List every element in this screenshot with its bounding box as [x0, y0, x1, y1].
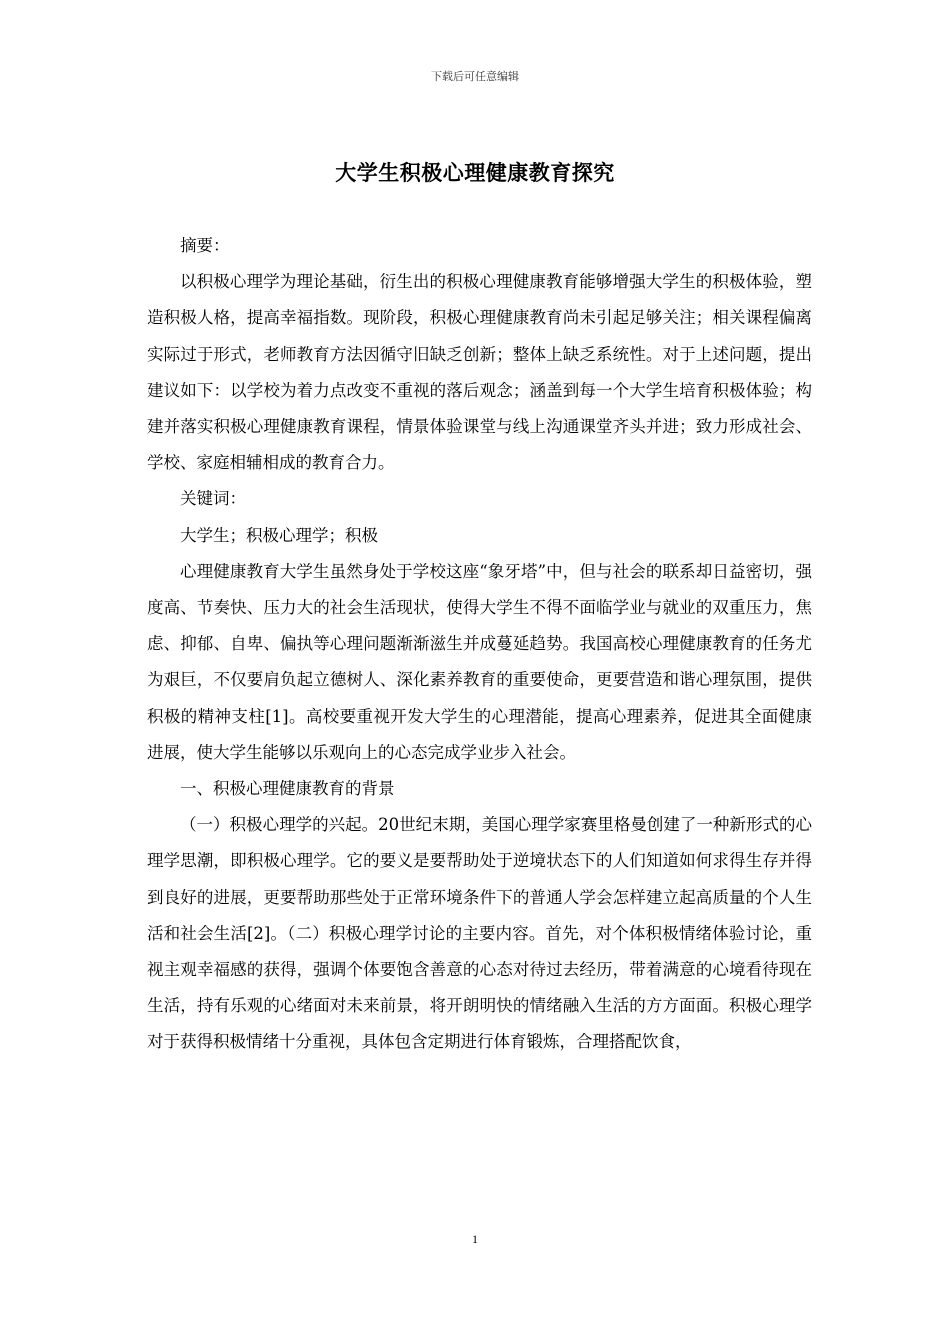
keywords-heading: 关键词：: [180, 489, 246, 509]
section-paragraph: （一）积极心理学的兴起。20世纪末期，美国心理学家赛里格曼创建了一种新形式的心理学思潮，即积极心理学。它的要义是要帮助处于逆境状态下的人们知道如何求得生存并得到良好的进展，更要帮助那些处于正常环境条件下的普通人学会怎样建立起高质量的个人生活和社会生活[2]。（二）积极心理学讨论的主要内容。首先，对个体积极情绪体验讨论，重视主观幸福感的获得，强调个体要饱含善意的心态对待过去经历，带着满意的心境看待现在生活，持有乐观的心绪面对未来前景，将开朗明快的情绪融入生活的方方面面。积极心理学对于获得积极情绪十分重视，具体包含定期进行体育锻炼，合理搭配饮食，: [147, 815, 812, 1052]
section-heading: 一、积极心理健康教育的背景: [180, 779, 395, 799]
header-note: 下载后可任意编辑: [431, 70, 519, 83]
document-body: [147, 228, 812, 1061]
abstract-paragraph: 以积极心理学为理论基础，衍生出的积极心理健康教育能够增强大学生的积极体验，塑造积极人格，提高幸福指数。现阶段，积极心理健康教育尚未引起足够关注；相关课程偏离实际过于形式，老师教育方法因循守旧缺乏创新；整体上缺乏系统性。对于上述问题，提出建议如下：以学校为着力点改变不重视的落后观念；涵盖到每一个大学生培育积极体验；构建并落实积极心理健康教育课程，情景体验课堂与线上沟通课堂齐头并进；致力形成社会、学校、家庭相辅相成的教育合力。: [147, 272, 812, 473]
keywords-list: 大学生；积极心理学；积极: [180, 525, 378, 545]
page-number: 1: [472, 1232, 478, 1246]
document-title: 大学生积极心理健康教育探究: [335, 161, 615, 185]
intro-paragraph: 心理健康教育大学生虽然身处于学校这座“象牙塔”中，但与社会的联系却日益密切，强度高、节奏快、压力大的社会生活现状，使得大学生不得不面临学业与就业的双重压力，焦虑、抑郁、自卑、偏执等心理问题渐渐滋生并成蔓延趋势。我国高校心理健康教育的任务尤为艰巨，不仅要肩负起立德树人、深化素养教育的重要使命，更要营造和谐心理氛围，提供积极的精神支柱[1]。高校要重视开发大学生的心理潜能，提高心理素养，促进其全面健康进展，使大学生能够以乐观向上的心态完成学业步入社会。: [147, 561, 812, 762]
abstract-heading: 摘要：: [180, 236, 230, 255]
